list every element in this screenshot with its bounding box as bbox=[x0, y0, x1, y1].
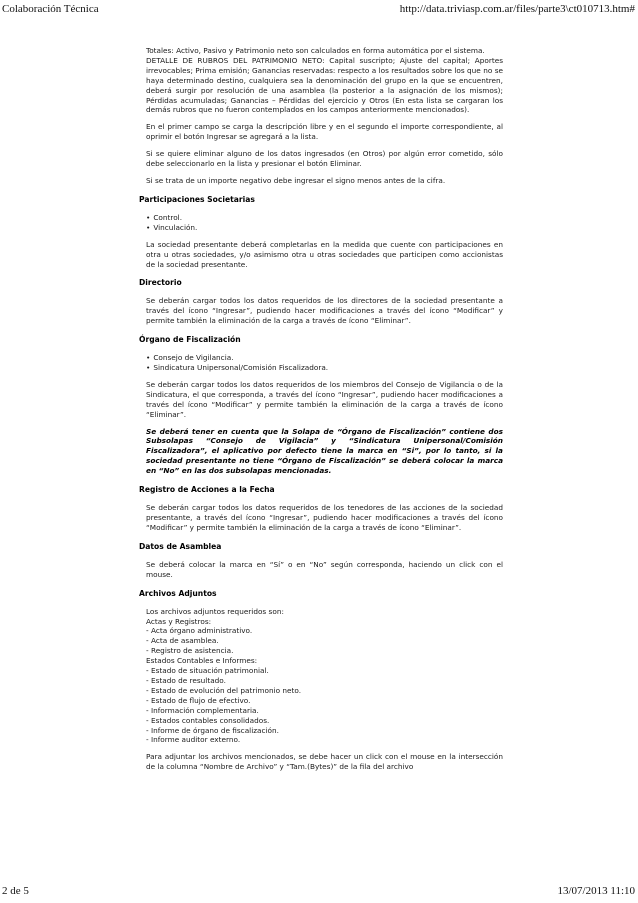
list-item: - Registro de asistencia. bbox=[146, 646, 234, 656]
list-item: • Sindicatura Unipersonal/Comisión Fiscalizadora. bbox=[146, 363, 503, 373]
fiscalizacion-block bbox=[146, 353, 503, 476]
adjuntos-block bbox=[146, 607, 503, 773]
registro-paragraph: Se deberán cargar todos los datos requeridos de los tenedores de las acciones de la sociedad presentante, a través del ícono “Ingresar”, pudiendo hacer modificaciones a través del ícono “Modificar” y permite también la eliminación de la carga a través de ícono “Eliminar”. bbox=[146, 503, 503, 532]
list-item: • Control. bbox=[146, 213, 503, 223]
directorio-block bbox=[146, 296, 503, 326]
list-item: - Informe auditor externo. bbox=[146, 735, 241, 745]
list-item: - Acta de asamblea. bbox=[146, 636, 219, 646]
list-item: • Consejo de Vigilancia. bbox=[146, 353, 503, 363]
adjuntos-actas-list bbox=[146, 607, 503, 657]
section-title-fiscalizacion: Órgano de Fiscalización bbox=[139, 335, 241, 345]
adjuntos-estados-list bbox=[146, 656, 503, 745]
print-timestamp: 13/07/2013 11:10 bbox=[557, 885, 635, 897]
fiscalizacion-paragraph: Se deberán cargar todos los datos requeridos de los miembros del Consejo de Vigilancia o de la Sindicatura, el que corresponda, a través del ícono “Ingresar”, pudiendo hacer modificaciones a través del ícono “Modificar” y permite también la eliminación de la carga a través de ícono “Eliminar”. bbox=[146, 379, 503, 419]
directorio-paragraph: Se deberán cargar todos los datos requeridos de los directores de la sociedad presentante a través del ícono “Ingresar”, pudiendo hacer modificaciones a través del ícono “Modificar” y permite también la eliminación de la carga a través de ícono “Eliminar”. bbox=[146, 296, 503, 326]
fiscalizacion-list bbox=[146, 353, 503, 373]
list-item: Estados Contables e Informes: bbox=[146, 656, 258, 666]
adjuntos-instructions-paragraph: Para adjuntar los archivos mencionados, se debe hacer un click con el mouse en la intersección de la columna “Nombre de Archivo” y “Tam.(Bytes)” de la fila del archivo bbox=[146, 752, 503, 772]
asamblea-paragraph: Se deberá colocar la marca en “Sí” o en “No” según corresponda, haciendo un click con el mouse. bbox=[146, 559, 503, 579]
list-item: • Vinculación. bbox=[146, 223, 503, 233]
header-page-title: Colaboración Técnica bbox=[2, 3, 99, 15]
list-item: - Estado de resultado. bbox=[146, 675, 226, 685]
browser-print-footer bbox=[2, 884, 635, 898]
page-number: 2 de 5 bbox=[2, 885, 29, 897]
asamblea-block bbox=[146, 560, 503, 580]
section-title-adjuntos: Archivos Adjuntos bbox=[139, 588, 217, 598]
list-item: - Estado de evolución del patrimonio neto. bbox=[146, 685, 302, 695]
totals-paragraph: Totales: Activo, Pasivo y Patrimonio neto son calculados en forma automática por el sistema. bbox=[146, 46, 485, 55]
participaciones-paragraph: La sociedad presentante deberá completarlas en la medida que cuente con participaciones en otra u otras sociedades, y/o asimismo otra u otras sociedades que participen como accionistas de la sociedad presentante. bbox=[146, 239, 503, 269]
section-title-directorio: Directorio bbox=[139, 278, 182, 288]
participaciones-list bbox=[146, 213, 503, 233]
section-title-asamblea: Datos de Asamblea bbox=[139, 541, 222, 551]
header-url[interactable]: http://data.triviasp.com.ar/files/parte3\ct010713.htm# bbox=[399, 3, 635, 15]
intro-block bbox=[146, 46, 503, 186]
patrimonio-detail-paragraph: DETALLE DE RUBROS DEL PATRIMONIO NETO: Capital suscripto; Ajuste del capital; Aportes irrevocables; Prima emisión; Ganancias reservadas: respecto a los resultados sobre los que no se haya determinado destino, cualquiera sea la denominación del grupo en la que se encuentren, deberá surgir por resolución de una asamblea (la posterior a la asignación de los mismos); Pérdidas acumuladas; Ganancias – Pérdidas del ejercicio y Otros (En esta lista se cargaran los demás rubros que no fueron contemplados en los campos anteriormente mencionados). bbox=[146, 55, 503, 115]
fiscalizacion-note: Se deberá tener en cuenta que la Solapa de “Órgano de Fiscalización” contiene dos Subsolapas “Consejo de Vigilacia” y “Sindicatura Unipersonal/Comisión Fiscalizadora”, el aplicativo por defecto tiene la marca en “Si”, por lo tanto, si la sociedad presentante no tiene “Órgano de Fiscalización” se deberá colocar la marca en “No” en las dos subsolapas mencionadas. bbox=[146, 426, 503, 476]
browser-print-header bbox=[2, 2, 635, 16]
list-item: Actas y Registros: bbox=[146, 616, 212, 626]
section-title-registro: Registro de Acciones a la Fecha bbox=[139, 485, 275, 495]
delete-paragraph: Si se quiere eliminar alguno de los datos ingresados (en Otros) por algún error cometido, sólo debe seleccionarlo en la lista y presionar el botón Eliminar. bbox=[146, 149, 503, 169]
list-item: - Informe de órgano de fiscalización. bbox=[146, 725, 279, 735]
list-item: - Información complementaria. bbox=[146, 705, 259, 715]
participaciones-block bbox=[146, 213, 503, 270]
list-item: - Estados contables consolidados. bbox=[146, 715, 270, 725]
first-field-paragraph: En el primer campo se carga la descripción libre y en el segundo el importe correspondiente, al oprimir el botón Ingresar se agregará a la lista. bbox=[146, 122, 503, 142]
list-item: - Estado de situación patrimonial. bbox=[146, 666, 269, 676]
registro-block bbox=[146, 503, 503, 533]
document-body bbox=[139, 46, 503, 772]
list-item: - Estado de flujo de efectivo. bbox=[146, 695, 251, 705]
list-item: - Acta órgano administrativo. bbox=[146, 626, 253, 636]
section-title-participaciones: Participaciones Societarias bbox=[139, 194, 255, 204]
negative-amount-paragraph: Si se trata de un importe negativo debe ingresar el signo menos antes de la cifra. bbox=[146, 175, 446, 185]
list-item: Los archivos adjuntos requeridos son: bbox=[146, 606, 284, 616]
